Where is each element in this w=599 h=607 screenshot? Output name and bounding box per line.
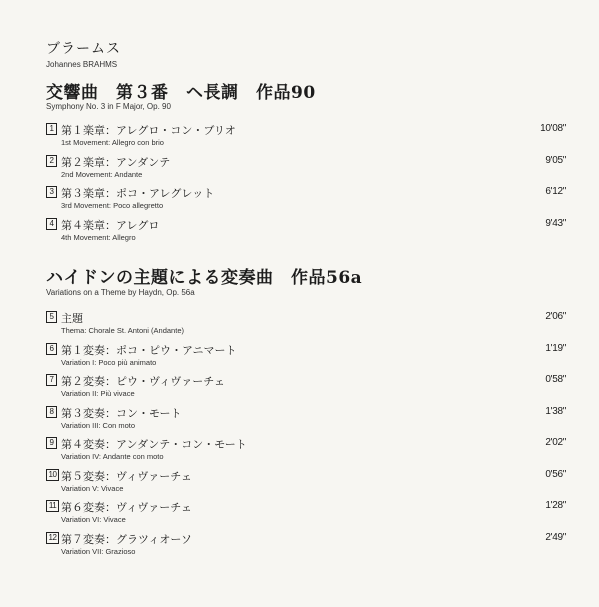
track-duration: 0'58" [545, 374, 566, 385]
track-title-jp: 第７変奏：グラツィオーソ [61, 533, 192, 546]
track-title-jp: 主題 [61, 312, 83, 325]
track-title-en: Thema: Chorale St. Antoni (Andante) [61, 326, 184, 335]
track-row [46, 499, 566, 529]
track-number: 4 [46, 218, 57, 230]
track-duration: 10'08" [540, 123, 566, 134]
track-row [46, 468, 566, 498]
track-number: 2 [46, 155, 57, 167]
track-title-en: 3rd Movement: Poco allegretto [61, 201, 164, 210]
track-row [46, 185, 566, 215]
track-number: 3 [46, 186, 57, 198]
track-duration: 1'38" [545, 406, 566, 417]
track-title-en: Variation IV: Andante con moto [61, 452, 164, 461]
track-duration: 2'02" [545, 437, 566, 448]
work-subtitle: Variations on a Theme by Haydn, Op. 56a [46, 288, 195, 297]
track-row [46, 310, 566, 340]
track-number: 10 [46, 469, 59, 481]
track-row [46, 154, 566, 184]
track-duration: 1'19" [545, 343, 566, 354]
track-duration: 9'05" [545, 155, 566, 166]
track-title-jp: 第４楽章：アレグロ [61, 219, 160, 232]
track-title-en: Variation III: Con moto [61, 421, 136, 430]
track-title-en: 1st Movement: Allegro con brio [61, 138, 164, 147]
track-number: 12 [46, 532, 59, 544]
track-row [46, 342, 566, 372]
composer-name-jp: ブラームス [46, 41, 121, 57]
track-number: 1 [46, 123, 57, 135]
track-title-en: Variation VI: Vivace [61, 515, 126, 524]
track-title-en: 4th Movement: Allegro [61, 233, 136, 242]
track-row [46, 122, 566, 152]
work-subtitle: Symphony No. 3 in F Major, Op. 90 [46, 102, 171, 111]
track-number: 6 [46, 343, 57, 355]
track-title-en: Variation VII: Grazioso [61, 547, 136, 556]
track-title-jp: 第１変奏：ポコ・ピウ・アニマート [61, 344, 237, 357]
track-duration: 9'43" [545, 218, 566, 229]
track-number: 11 [46, 500, 59, 512]
track-title-jp: 第２変奏：ピウ・ヴィヴァーチェ [61, 375, 225, 388]
track-row [46, 405, 566, 435]
track-title-jp: 第６変奏：ヴィヴァーチェ [61, 501, 192, 514]
track-row [46, 436, 566, 466]
work-title: ハイドンの主題による変奏曲 作品56a [46, 268, 363, 288]
composer-name-en: Johannes BRAHMS [46, 60, 118, 69]
track-title-jp: 第３変奏：コン・モート [61, 407, 182, 420]
track-duration: 6'12" [545, 186, 566, 197]
track-title-jp: 第３楽章：ポコ・アレグレット [61, 187, 215, 200]
track-row [46, 373, 566, 403]
track-title-en: 2nd Movement: Andante [61, 170, 143, 179]
track-duration: 2'49" [545, 532, 566, 543]
track-duration: 2'06" [545, 311, 566, 322]
track-title-jp: 第４変奏：アンダンテ・コン・モート [61, 438, 247, 451]
track-title-jp: 第５変奏：ヴィヴァーチェ [61, 470, 192, 483]
track-title-jp: 第１楽章：アレグロ・コン・ブリオ [61, 124, 236, 137]
track-row [46, 531, 566, 561]
track-number: 9 [46, 437, 57, 449]
track-number: 5 [46, 311, 57, 323]
track-title-en: Variation I: Poco più animato [61, 358, 157, 367]
track-number: 8 [46, 406, 57, 418]
track-duration: 1'28" [545, 500, 566, 511]
track-title-en: Variation II: Più vivace [61, 389, 135, 398]
track-number: 7 [46, 374, 57, 386]
track-duration: 0'56" [545, 469, 566, 480]
track-title-en: Variation V: Vivace [61, 484, 124, 493]
track-title-jp: 第２楽章：アンダンテ [61, 156, 171, 169]
work-title: 交響曲 第３番 ヘ長調 作品90 [46, 83, 316, 103]
track-row [46, 217, 566, 247]
